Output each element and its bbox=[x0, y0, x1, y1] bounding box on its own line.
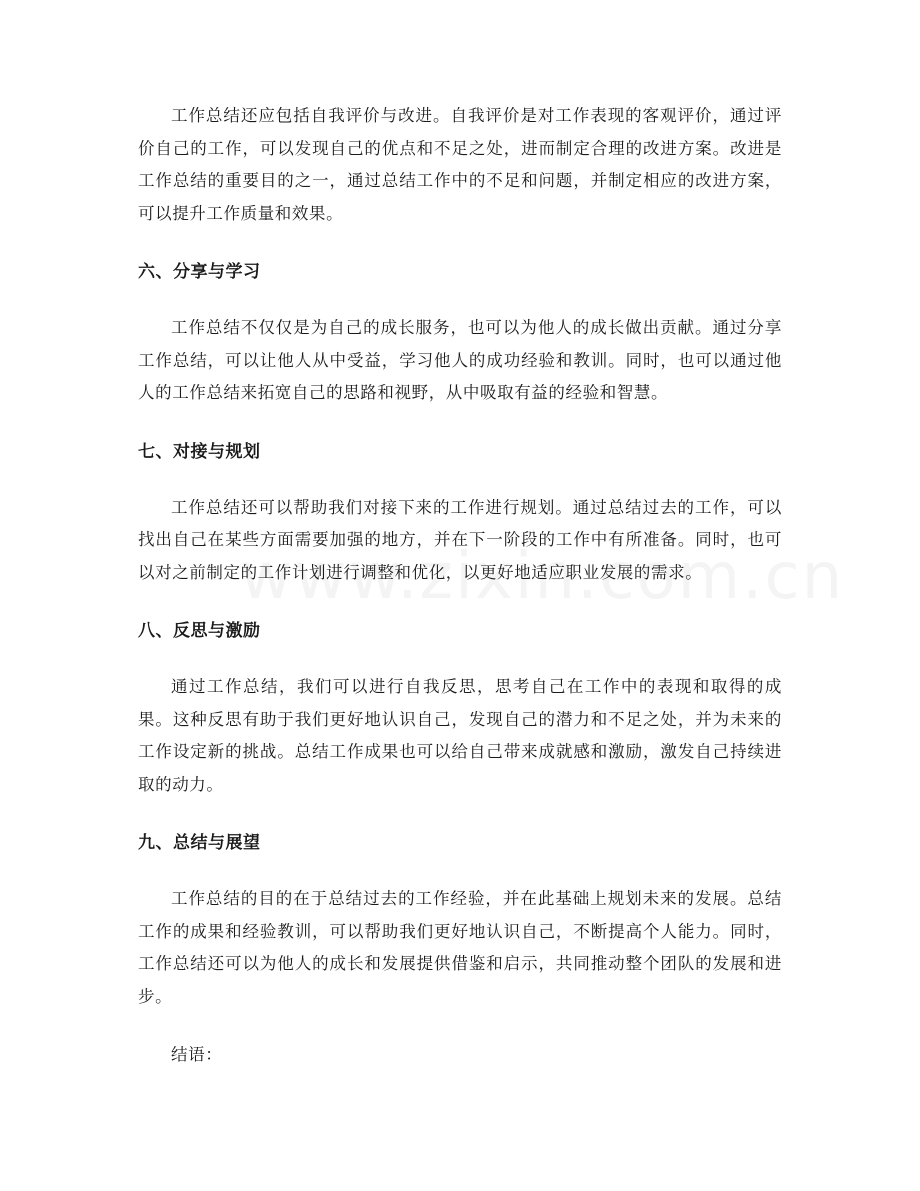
section-heading-reflection: 八、反思与激励 bbox=[138, 621, 261, 641]
closing-label: 结语： bbox=[171, 1045, 223, 1064]
paragraph-self-evaluation: 工作总结还应包括自我评价与改进。自我评价是对工作表现的客观评价，通过评价自己的工作，可以发现自己的优点和不足之处，进而制定合理的改进方案。改进是工作总结的重要目的之一，通过总结工作中的不足和问题，并制定相应的改进方案，可以提升工作质量和效果。 bbox=[138, 106, 782, 223]
paragraph-sharing: 工作总结不仅仅是为自己的成长服务，也可以为他人的成长做出贡献。通过分享工作总结，可以让他人从中受益，学习他人的成功经验和教训。同时，也可以通过他人的工作总结来拓宽自己的思路和视野，从中吸取有益的经验和智慧。 bbox=[138, 318, 782, 402]
section-heading-sharing: 六、分享与学习 bbox=[138, 262, 261, 282]
paragraph-outlook: 工作总结的目的在于总结过去的工作经验，并在此基础上规划未来的发展。总结工作的成果和经验教训，可以帮助我们更好地认识自己，不断提高个人能力。同时，工作总结还可以为他人的成长和发展提供借鉴和启示，共同推动整个团队的发展和进步。 bbox=[138, 889, 782, 1006]
section-heading-planning: 七、对接与规划 bbox=[138, 441, 261, 462]
section-heading-outlook: 九、总结与展望 bbox=[138, 833, 261, 853]
paragraph-planning: 工作总结还可以帮助我们对接下来的工作进行规划。通过总结过去的工作，可以找出自己在某些方面需要加强的地方，并在下一阶段的工作中有所准备。同时，也可以对之前制定的工作计划进行调整和优化，以更好地适应职业发展的需求。 bbox=[138, 497, 782, 582]
document-body bbox=[138, 100, 782, 1071]
paragraph-reflection: 通过工作总结，我们可以进行自我反思，思考自己在工作中的表现和取得的成果。这种反思有助于我们更好地认识自己，发现自己的潜力和不足之处，并为未来的工作设定新的挑战。总结工作成果也可以给自己带来成就感和激励，激发自己持续进取的动力。 bbox=[138, 677, 782, 794]
